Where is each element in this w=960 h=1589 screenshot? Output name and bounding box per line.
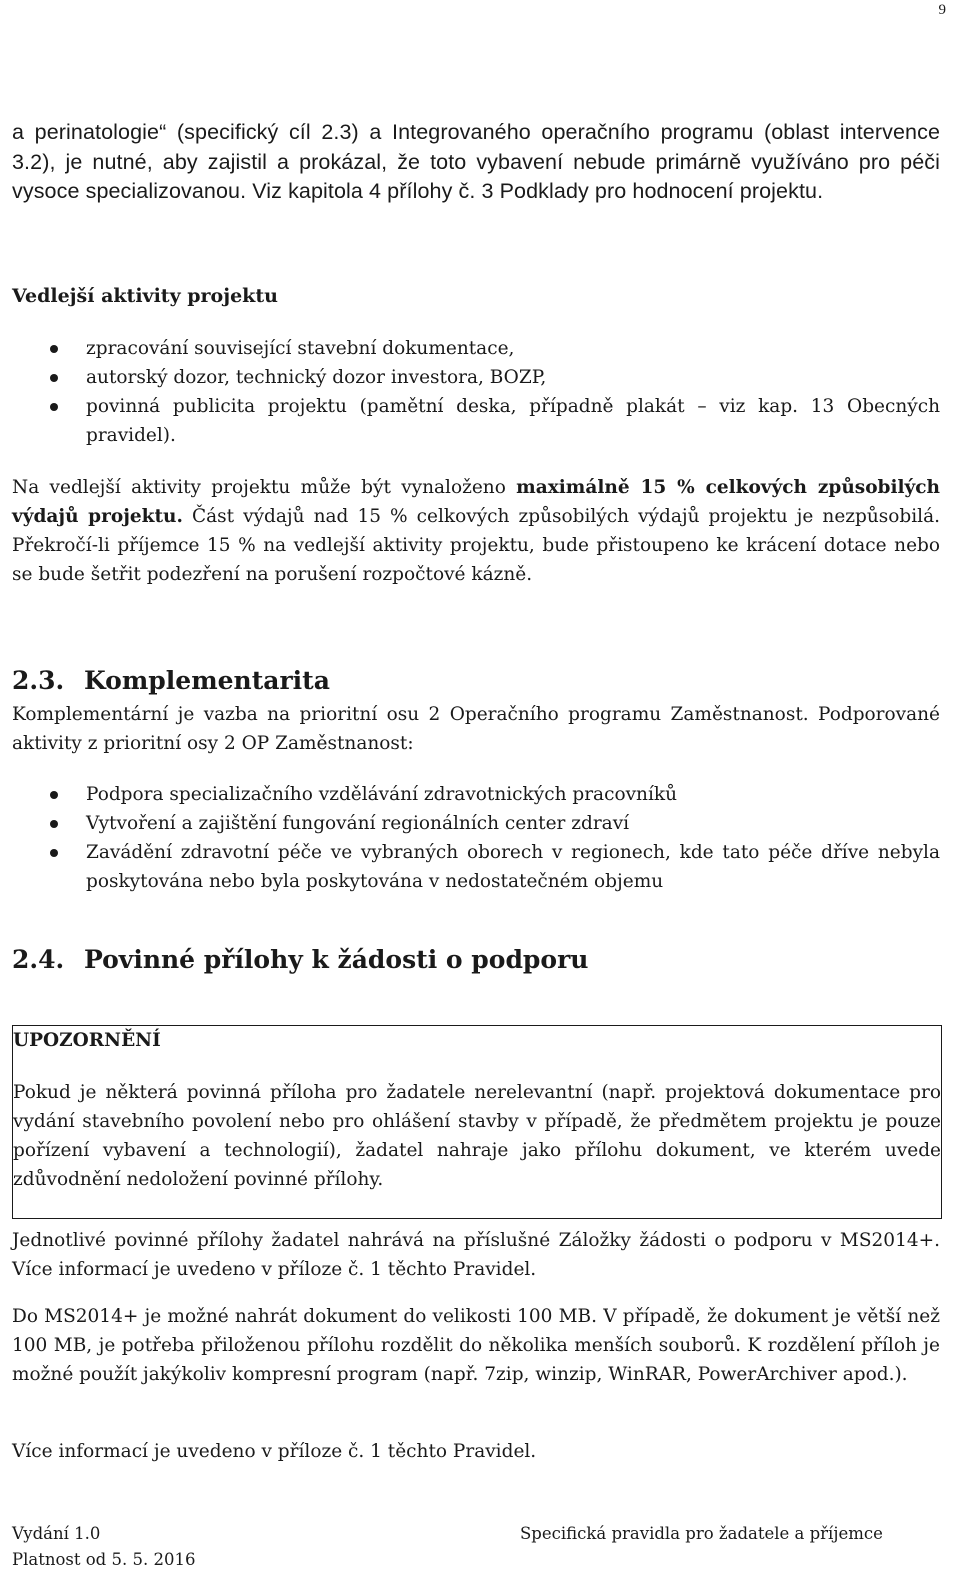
section-2-3-list	[12, 780, 940, 896]
bullet-icon	[50, 849, 58, 857]
attachments-paragraph-2: Do MS2014+ je možné nahrát dokument do velikosti 100 MB. V případě, že dokument je větší než 100 MB, je potřeba přiloženou přílohu rozdělit do několika menších souborů. K rozdělení příloh je možné použít jakýkoliv kompresní program (např. 7zip, winzip, WinRAR, PowerArchiver apod.).	[12, 1306, 940, 1385]
notice-title: UPOZORNĚNÍ	[13, 1030, 161, 1051]
side-activities-paragraph-block	[12, 473, 940, 589]
bullet-icon	[50, 374, 58, 382]
section-2-4-heading: 2.4. Povinné přílohy k žádosti o podporu	[12, 945, 589, 974]
intro-paragraph: a perinatologie“ (specifický cíl 2.3) a Integrovaného operačního programu (oblast intervence 3.2), je nutné, aby zajistil a prokázal, že toto vybavení nebude primárně využíváno pro péči vysoce specializovanou. Viz kapitola 4 přílohy č. 3 Podklady pro hodnocení projektu.	[12, 120, 940, 203]
side-activities-list-block	[12, 334, 940, 450]
attachments-paragraph-1: Jednotlivé povinné přílohy žadatel nahrává na příslušné Záložky žádosti o podporu v MS2014+. Více informací je uvedeno v příloze č. 1 těchto Pravidel.	[12, 1230, 940, 1280]
bullet-icon	[50, 820, 58, 828]
notice-box	[12, 1025, 942, 1219]
bullet-icon	[50, 791, 58, 799]
section-2-3-heading: 2.3. Komplementarita	[12, 666, 330, 695]
side-activities-heading: Vedlejší aktivity projektu	[12, 285, 278, 307]
list-item: autorský dozor, technický dozor investora, BOZP,	[12, 363, 940, 392]
section-2-4-heading-block	[12, 945, 940, 974]
list-item: povinná publicita projektu (pamětní deska, případně plakát – viz kap. 13 Obecných pravidel).	[12, 392, 940, 450]
notice-text: Pokud je některá povinná příloha pro žadatele nerelevantní (např. projektová dokumentace pro vydání stavebního povolení nebo pro ohlášení stavby v případě, že předmětem projektu je pouze pořízení vybavení a technologií), žadatel nahraje jako přílohu dokument, ve kterém uvede zdůvodnění nedoložení povinné přílohy.	[13, 1082, 941, 1190]
page-footer	[12, 1521, 940, 1573]
list-item: Zavádění zdravotní péče ve vybraných oborech v regionech, kde tato péče dříve nebyla poskytována nebo byla poskytována v nedostatečném objemu	[12, 838, 940, 896]
side-activities-heading-block	[12, 285, 940, 307]
section-2-3-paragraph-block	[12, 700, 940, 758]
attachments-paragraph-2-block	[12, 1302, 940, 1389]
bold-limit-text: maximálně 15 % celkových způsobilých výdajů projektu.	[12, 477, 940, 527]
footer-validity: Platnost od 5. 5. 2016	[12, 1550, 196, 1569]
list-item: zpracování související stavební dokumentace,	[12, 334, 940, 363]
section-2-3-list-block	[12, 780, 940, 896]
footer-doc-title: Specifická pravidla pro žadatele a příjemce	[520, 1524, 883, 1543]
footer-edition: Vydání 1.0	[12, 1524, 101, 1543]
side-activities-paragraph: Na vedlejší aktivity projektu může být vynaloženo maximálně 15 % celkových způsobilých výdajů projektu. Část výdajů nad 15 % celkových způsobilých výdajů projektu je nezpůsobilá. Překročí-li příjemce 15 % na vedlejší aktivity projektu, bude přistoupeno ke krácení dotace nebo se bude šetřit podezření na porušení rozpočtové kázně.	[12, 477, 940, 585]
bullet-icon	[50, 345, 58, 353]
bullet-icon	[50, 403, 58, 411]
notice-text-block	[13, 1078, 941, 1194]
side-activities-list	[12, 334, 940, 450]
intro-paragraph-block	[12, 118, 940, 207]
list-item: Vytvoření a zajištění fungování regionálních center zdraví	[12, 809, 940, 838]
list-item: Podpora specializačního vzdělávání zdravotnických pracovníků	[12, 780, 940, 809]
page-number: 9	[938, 2, 946, 18]
attachments-paragraph-3: Více informací je uvedeno v příloze č. 1 těchto Pravidel.	[12, 1441, 537, 1462]
attachments-paragraph-3-block	[12, 1437, 940, 1466]
attachments-paragraph-1-block	[12, 1226, 940, 1284]
section-2-3-paragraph: Komplementární je vazba na prioritní osu 2 Operačního programu Zaměstnanost. Podporované aktivity z prioritní osy 2 OP Zaměstnanost:	[12, 704, 940, 754]
section-2-3-heading-block	[12, 666, 940, 695]
